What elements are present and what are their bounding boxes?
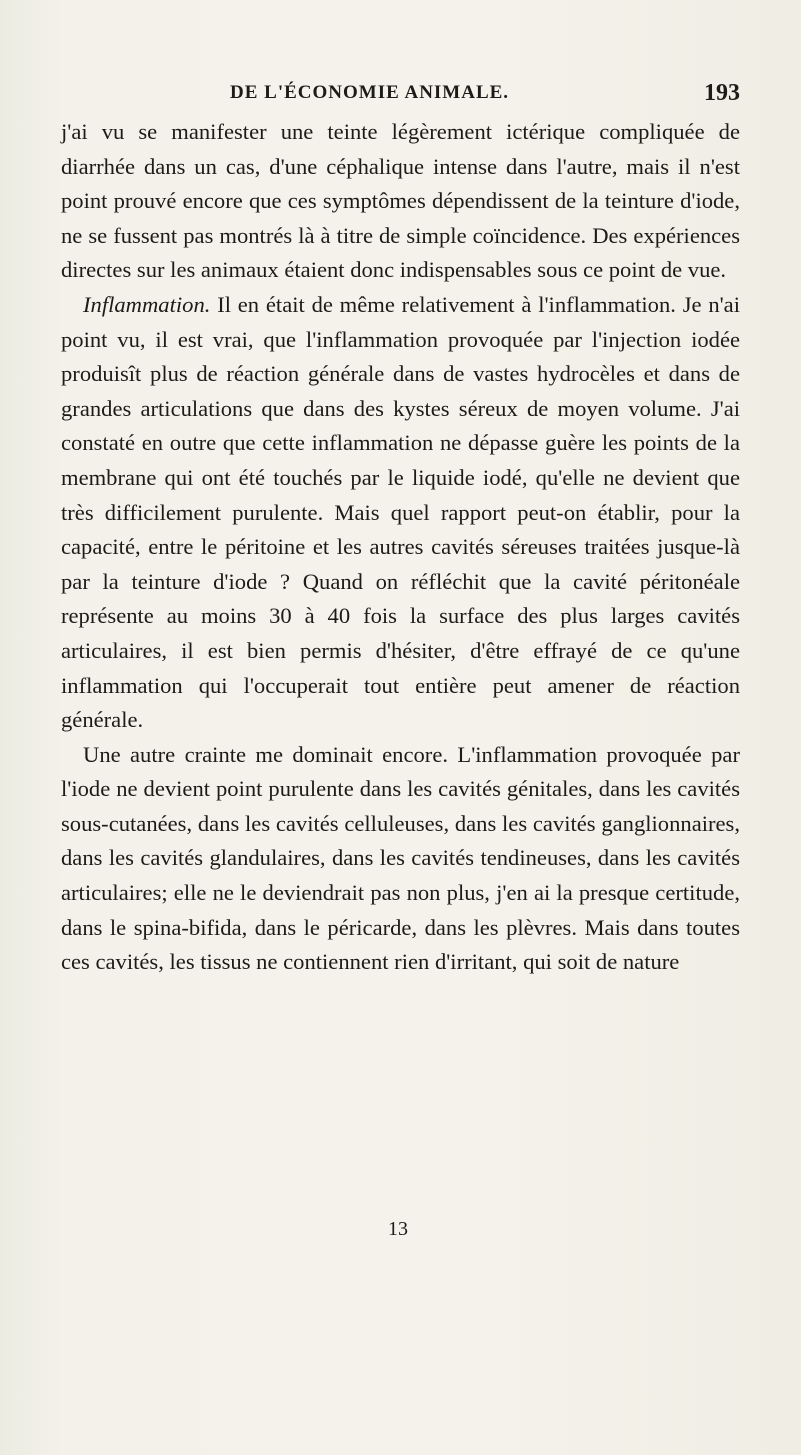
paragraph-2-text: Il en était de même relativement à l'inflammation. Je n'ai point vu, il est vrai, que l'inflammation provoquée par l'injection iodée produisît plus de réaction générale dans de vastes hydrocèles et dans de grandes articulations que dans des kystes séreux de moyen volume. J'ai constaté en outre que cette inflammation ne dépasse guère les points de la membrane qui ont été touchés par le liquide iodé, qu'elle ne devient que très difficilement purulente. Mais quel rapport peut-on établir, pour la capacité, entre le péritoine et les autres cavités séreuses traitées jusque-là par la teinture d'iode ? Quand on réfléchit que la cavité péritonéale représente au moins 30 à 40 fois la surface des plus larges cavités articulaires, il est bien permis d'hésiter, d'être effrayé de ce qu'une inflammation qui l'occuperait tout entière peut amener de réaction générale. [61,291,740,733]
paragraph-3-text: Une autre crainte me dominait encore. L'inflammation provoquée par l'iode ne devient point purulente dans les cavités génitales, dans les cavités sous-cutanées, dans les cavités celluleuses, dans les cavités ganglionnaires, dans les cavités glandulaires, dans les cavités tendineuses, dans les cavités articulaires; elle ne le deviendrait pas non plus, j'en ai la presque certitude, dans le spina-bifida, dans le péricarde, dans les plèvres. Mais dans toutes ces cavités, les tissus ne contiennent rien d'irritant, qui soit de nature [61,741,740,975]
page-number: 193 [704,80,740,106]
paragraph-1-text: j'ai vu se manifester une teinte légèrement ictérique compliquée de diarrhée dans un cas, d'une céphalique intense dans l'autre, mais il n'est point prouvé encore que ces symptômes dépendissent de la teinture d'iode, ne se fussent pas montrés là à titre de simple coïncidence. Des expériences directes sur les animaux étaient donc indispensables sous ce point de vue. [61,119,740,283]
paragraph-1 [61,115,740,288]
signature-mark: 13 [388,1218,408,1240]
running-head [60,82,740,112]
section-lead-inflammation: Inflammation. [83,291,211,317]
paragraph-2 [61,288,740,738]
running-title: DE L'ÉCONOMIE ANIMALE. [230,82,510,103]
body-text [61,115,740,980]
paragraph-3 [61,738,740,980]
